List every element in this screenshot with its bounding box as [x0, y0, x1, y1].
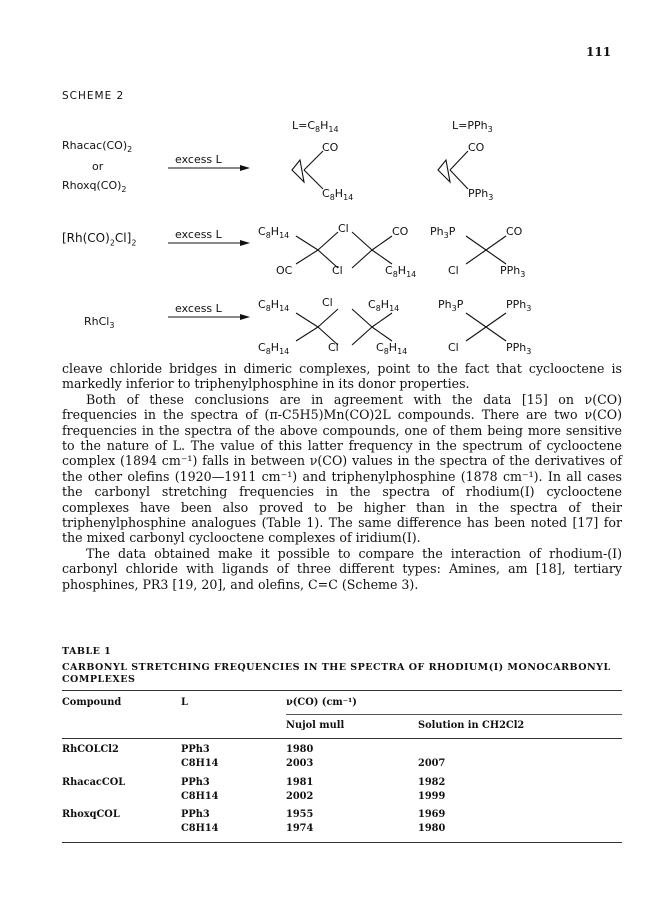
- table-bottom-rule: [62, 842, 622, 843]
- col-header-compound: Compound: [62, 697, 122, 708]
- label-oc: OC: [276, 264, 293, 277]
- table-cell: PPh3: [181, 809, 210, 820]
- table-cell: C8H14: [181, 758, 219, 769]
- label-ph3p: $Ph_3P$: [430, 225, 456, 241]
- label-co: CO: [468, 141, 485, 154]
- table-top-rule: [62, 690, 622, 691]
- table-cell: C8H14: [181, 791, 219, 802]
- label-pph3: PPh$_3$: [468, 187, 494, 203]
- label-c8h14: $C_8H_{14}$: [322, 187, 354, 203]
- reactant-rhcl3: RhCl$_3$: [84, 315, 115, 331]
- label-c8h14: $C_8H_{14}$: [258, 298, 290, 314]
- col-header-nujol: Nujol mull: [286, 720, 345, 731]
- label-pph3: PPh$_3$: [506, 341, 532, 357]
- table-cell: RhCOLCl2: [62, 744, 119, 755]
- table-cell: 1969: [418, 809, 446, 820]
- table-cell: RhacacCOL: [62, 777, 126, 788]
- table-cell: 1974: [286, 823, 314, 834]
- table-cell: RhoxqCOL: [62, 809, 120, 820]
- label-pph3: PPh$_3$: [506, 298, 532, 314]
- col-header-nu: ν(CO) (cm⁻¹): [286, 697, 357, 708]
- reactant-rhacac: $Rhacac(CO)_2$: [62, 139, 133, 155]
- body-text: [62, 361, 622, 592]
- table-cell: 1980: [418, 823, 446, 834]
- reagent-excess-l-3: excess L: [175, 302, 222, 315]
- paragraph-1: cleave chloride bridges in dimeric complexes, point to the fact that cyclooctene is markedly inferior to triphenylphosphine in its donor properties.: [62, 361, 622, 392]
- table-cell: 2002: [286, 791, 314, 802]
- label-c8h14: $C_8H_{14}$: [385, 264, 417, 280]
- label-cl: Cl: [338, 222, 349, 235]
- label-cl: Cl: [322, 296, 333, 309]
- reactant-rhoxq: $Rhoxq(CO)_2$: [62, 179, 127, 195]
- scheme-title: SCHEME 2: [62, 90, 125, 102]
- table-cell: PPh3: [181, 744, 210, 755]
- reactant-or: or: [92, 160, 104, 173]
- table-cell: 1982: [418, 777, 446, 788]
- col-header-solution: Solution in CH2Cl2: [418, 720, 525, 731]
- reagent-excess-l-1: excess L: [175, 153, 222, 166]
- label-co: CO: [392, 225, 409, 238]
- table-cell: 1980: [286, 744, 314, 755]
- label-cl: Cl: [332, 264, 343, 277]
- paragraph-3: The data obtained make it possible to compare the interaction of rhodium-(I) carbonyl chloride with ligands of three different types: Amines, am [18], tertiary phosphines, PR3 [19, 20], and olefins, C=C (Scheme 3).: [62, 545, 622, 592]
- table-cell: 1955: [286, 809, 314, 820]
- col-header-l: L: [181, 697, 188, 708]
- table-cell: PPh3: [181, 777, 210, 788]
- label-c8h14: $C_8H_{14}$: [258, 225, 290, 241]
- header-l-pph3: L=PPh$_3$: [452, 119, 493, 135]
- page-number: 111: [586, 45, 612, 59]
- table-cell: 2007: [418, 758, 446, 769]
- label-pph3: PPh$_3$: [500, 264, 526, 280]
- table-caption: CARBONYL STRETCHING FREQUENCIES IN THE SPECTRA OF RHODIUM(I) MONOCARBONYL COMPLEXES: [62, 662, 611, 685]
- table-label: TABLE 1: [62, 646, 112, 657]
- table-header-rule: [62, 738, 622, 739]
- label-co: CO: [322, 141, 339, 154]
- label-c8h14: $C_8H_{14}$: [376, 341, 408, 357]
- paragraph-2: Both of these conclusions are in agreement with the data [15] on ν(CO) frequencies in the spectra of (π-C5H5)Mn(CO)2L compounds. There are two ν(CO) frequencies in the spectra of the above compounds, one of them being more sensitive to the nature of L. The value of this latter frequency in the spectrum of cyclooctene complex (1894 cm⁻¹) falls in between ν(CO) values in the spectra of the derivatives of the other olefins (1920—1911 cm⁻¹) and triphenylphosphine (1878 cm⁻¹). In all cases the carbonyl stretching frequencies in the spectra of rhodium(I) cyclooctene complexes have been also proved to be higher than in the spectra of their triphenylphosphine analogues (Table 1). The same difference has been noted [17] for the mixed carbonyl cyclooctene complexes of iridium(I).: [62, 391, 622, 546]
- header-l-c8h14: $L=C_8H_{14}$: [292, 119, 339, 135]
- label-cl: Cl: [328, 341, 339, 354]
- table-cell: 2003: [286, 758, 314, 769]
- table-sub-rule: [286, 714, 622, 715]
- label-co: CO: [506, 225, 523, 238]
- label-cl: Cl: [448, 264, 459, 277]
- label-c8h14: $C_8H_{14}$: [258, 341, 290, 357]
- table-cell: 1999: [418, 791, 446, 802]
- label-cl: Cl: [448, 341, 459, 354]
- reactant-rh-dimer: $[Rh(CO)_2Cl]_2$: [62, 231, 137, 248]
- label-c8h14: $C_8H_{14}$: [368, 298, 400, 314]
- reagent-excess-l-2: excess L: [175, 228, 222, 241]
- table-cell: C8H14: [181, 823, 219, 834]
- table-cell: 1981: [286, 777, 314, 788]
- label-ph3p: $Ph_3P$: [438, 298, 464, 314]
